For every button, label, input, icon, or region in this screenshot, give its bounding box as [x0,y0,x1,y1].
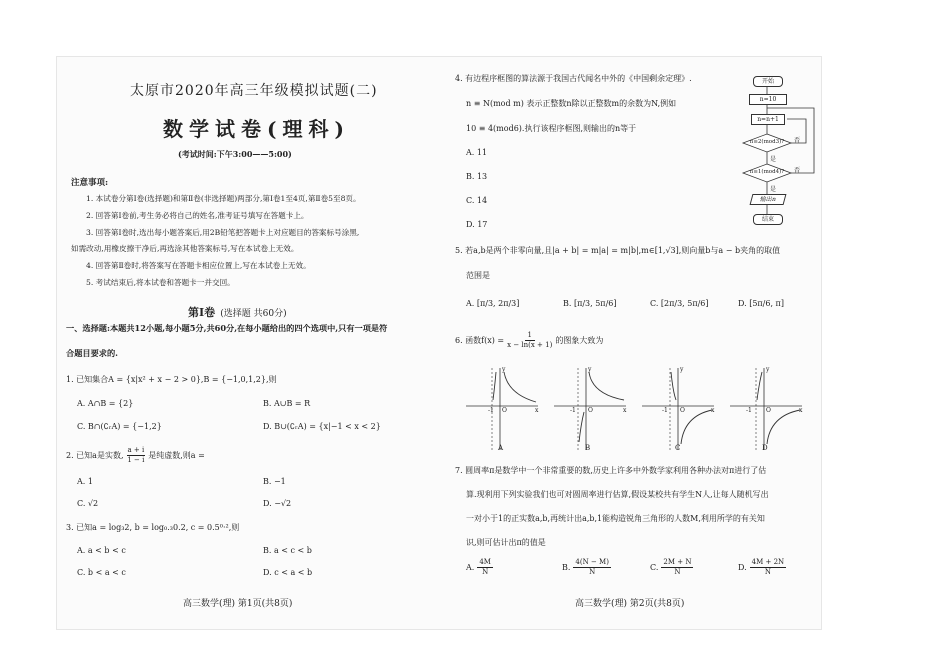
flowchart-no-2: 否 [794,167,801,174]
q6-denominator: x − ln(x + 1) [507,341,553,349]
q2-option-a: A. 1 [77,477,93,486]
flowchart-no-1: 否 [794,137,801,144]
q7-option-a-num: 4M [479,558,491,566]
q4-option-d: D. 17 [466,220,488,229]
graph-d-origin: O [766,407,771,414]
q6-stem [455,331,603,350]
flowchart-output: 输出n [750,194,787,205]
flowchart-init: n=10 [749,94,787,105]
section-title: 第Ⅰ卷 [188,306,216,319]
flowchart-end: 结束 [753,214,783,225]
q4-option-b: B. 13 [466,172,488,181]
q2-option-b: B. −1 [263,477,286,486]
exam-subject: 数学试卷(理科) [163,117,350,141]
graph-a-x-axis-label: x [535,407,539,414]
graph-c-origin: O [680,407,685,414]
notice-2: 2. 回答第Ⅰ卷前,考生务必将自己的姓名,准考证号填写在答题卡上。 [86,211,309,220]
q6-stem-pre: 6. 函数f(x) = [455,336,505,345]
q7-option-b [562,558,611,577]
flowchart-cond-1: n≡2(mod3)? [749,139,785,145]
q7-option-b-num: 4(N − M) [575,558,609,566]
graph-b-x-axis-label: x [623,407,627,414]
q2-option-d: D. −√2 [263,499,292,508]
q7-option-a-den: N [482,568,489,576]
q7-option-c-den: N [674,568,681,576]
q2-fraction [127,446,146,465]
q4-option-c: C. 14 [466,196,488,205]
graph-d-y-axis-label: y [766,366,770,373]
notice-heading: 注意事项: [71,178,109,188]
q6-numerator: 1 [525,331,535,341]
notice-3-cont: 如需改动,用橡皮擦干净后,再选涂其他答案标号,写在本试卷上无效。 [71,244,299,253]
q7-option-a-letter: A. [466,563,475,572]
instruction-line-1: 一、选择题:本题共12小题,每小题5分,共60分,在每小题给出的四个选项中,只有一项是符 [66,323,388,333]
q2-numerator: a + i [127,446,145,454]
q3-option-c: C. b < a < c [77,568,126,577]
graph-b-neg-one: -1 [570,407,576,414]
q2-stem-post: 是纯虚数,则a = [148,451,205,460]
q2-stem [66,446,205,465]
graph-a-neg-one: -1 [488,407,494,414]
graph-a-label: A [498,444,504,452]
q7-option-c-fraction [661,558,693,577]
q1-option-b: B. A∪B = R [263,399,311,408]
flowchart [728,70,818,235]
q6-graph-c [638,364,718,454]
notice-5: 5. 考试结束后,将本试卷和答题卡一并交回。 [86,278,235,287]
graph-d-label: D [762,444,768,452]
q7-option-d-fraction [750,558,787,577]
graph-b-y-axis-label: y [588,366,592,373]
graph-c-neg-one: -1 [662,407,668,414]
flowchart-cond-2: n≡1(mod4)? [749,169,785,175]
q3-option-d: D. c < a < b [263,568,313,577]
q7-option-b-den: N [589,568,596,576]
q3-stem: 3. 已知a = log₃2, b = log₀.₃0.2, c = 0.5⁰·²,则 [66,523,240,532]
notice-3: 3. 回答第Ⅰ卷时,选出每小题答案后,用2B铅笔把答题卡上对应题目的答案标号涂黑, [86,228,360,237]
q7-option-b-fraction [573,558,611,577]
flowchart-yes-2: 是 [770,186,777,193]
q7-option-d [738,558,786,577]
flowchart-step: n=n+1 [751,114,785,125]
graph-a-y-axis-label: y [502,366,506,373]
instruction-line-2: 合题目要求的. [66,348,118,358]
flowchart-start: 开始 [753,76,783,87]
q5-line-2: 范围是 [466,271,490,280]
q7-option-b-letter: B. [562,563,571,572]
q7-option-d-den: N [764,568,771,576]
q5-option-d: D. [5π/6, π] [738,299,784,308]
exam-sheet [56,56,822,630]
graph-c-y-axis-label: y [680,366,684,373]
q4-option-a: A. 11 [466,148,488,157]
q7-option-c [650,558,693,577]
q7-option-d-num: 4M + 2N [751,558,785,566]
q5-option-c: C. [2π/3, 5π/6] [650,299,709,308]
q4-line-2: n ≡ N(mod m) 表示正整数n除以正整数m的余数为N,例如 [466,99,677,108]
q2-denominator: 1 − i [127,456,145,464]
q7-option-d-letter: D. [738,563,747,572]
notice-1: 1. 本试卷分第Ⅰ卷(选择题)和第Ⅱ卷(非选择题)两部分,第Ⅰ卷1至4页,第Ⅱ卷5至8页。 [86,194,361,203]
graph-a-origin: O [502,407,507,414]
q7-line-4: 识,则可估计出π的值是 [466,538,546,547]
graph-c-label: C [675,444,681,452]
section-heading [188,301,287,320]
exam-time: (考试时间:下午3:00——5:00) [178,149,292,159]
q6-graph-a [462,364,542,454]
q6-fraction [507,331,552,350]
graph-b-label: B [585,444,591,452]
graph-c-x-axis-label: x [711,407,715,414]
q7-option-c-num: 2M + N [663,558,692,566]
section-subtitle: (选择题 共60分) [220,309,287,319]
q7-option-a [466,558,493,577]
q2-option-c: C. √2 [77,499,99,508]
graph-b-origin: O [588,407,593,414]
q7-line-3: 一对小于1的正实数a,b,再统计出a,b,1能构造锐角三角形的人数M,利用所学的有关知 [466,514,765,523]
q3-option-b: B. a < c < b [263,546,312,555]
q7-option-c-letter: C. [650,563,659,572]
q6-stem-post: 的图象大致为 [555,336,604,345]
q1-option-c: C. B∩(∁ᵣA) = {−1,2} [77,422,162,431]
q6-graph-b [550,364,630,454]
q2-stem-pre: 2. 已知a是实数, [66,451,124,460]
q4-line-3: 10 ≡ 4(mod6).执行该程序框图,则输出的n等于 [466,124,637,133]
q7-line-1: 7. 圆周率π是数学中一个非常重要的数,历史上许多中外数学家利用各种办法对π进行了估 [455,466,767,475]
q3-option-a: A. a < b < c [77,546,126,555]
q7-line-2: 算.现利用下列实验我们也可对圆周率进行估算,假设某校共有学生N人,让每人随机写出 [466,490,769,499]
q1-option-d: D. B∪(∁ᵣA) = {x|−1 < x < 2} [263,422,381,431]
notice-4: 4. 回答第Ⅱ卷时,将答案写在答题卡相应位置上,写在本试卷上无效。 [86,261,311,270]
q1-stem: 1. 已知集合A = {x|x² + x − 2 > 0},B = {−1,0,1,2},则 [66,375,277,384]
exam-title: 太原市2020年高三年级模拟试题(二) [130,83,378,99]
q4-line-1: 4. 有边程序框图的算法源于我国古代闻名中外的《中国剩余定理》. [455,74,692,83]
q5-option-b: B. [π/3, 5π/6] [563,299,617,308]
page-footer-right: 高三数学(理) 第2页(共8页) [575,599,685,609]
q6-graph-d [726,364,806,454]
graph-d-x-axis-label: x [799,407,803,414]
graph-d-neg-one: -1 [746,407,752,414]
flowchart-yes-1: 是 [770,156,777,163]
q1-option-a: A. A∩B = {2} [77,399,134,408]
q5-option-a: A. [π/3, 2π/3] [466,299,520,308]
q5-line-1: 5. 若a,b是两个非零向量,且|a + b| = m|a| = m|b|,m∈[1,√3],则向量b与a − b夹角的取值 [455,246,781,255]
q7-option-a-fraction [477,558,493,577]
page-footer-left: 高三数学(理) 第1页(共8页) [183,599,293,609]
